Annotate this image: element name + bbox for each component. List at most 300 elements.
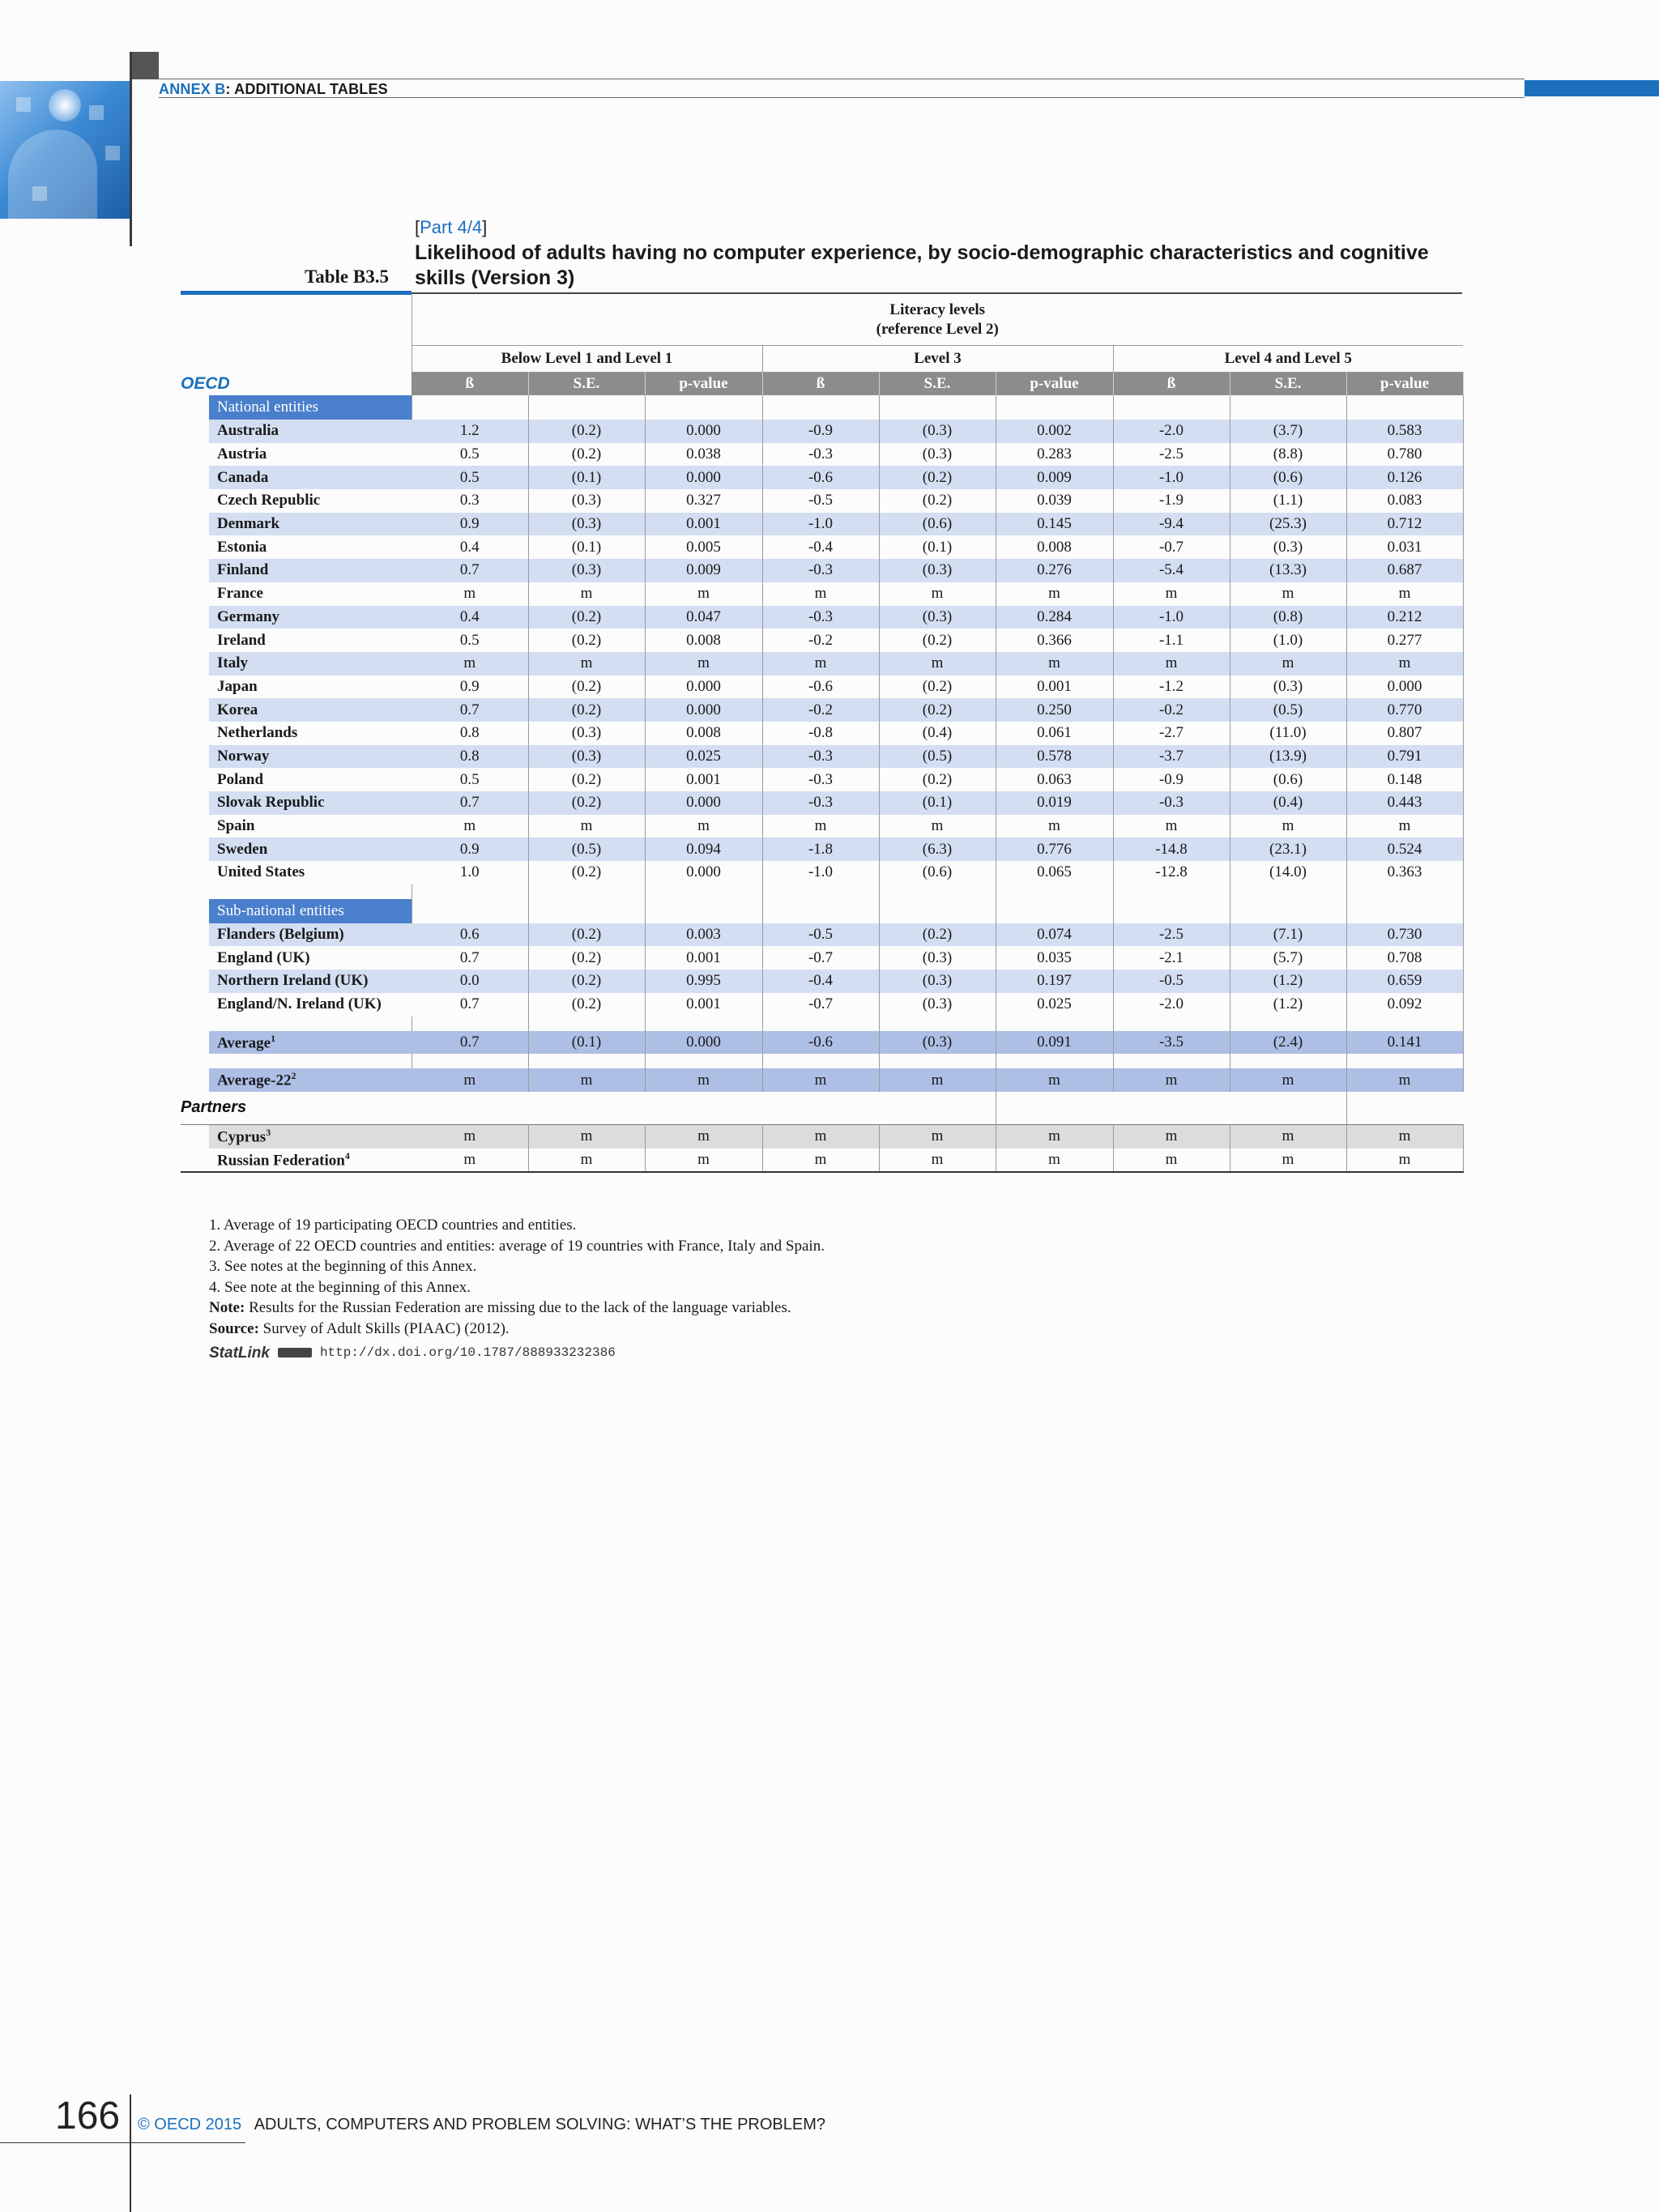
value-cell: 0.7 bbox=[412, 791, 528, 815]
empty-cell bbox=[645, 395, 762, 420]
value-cell: m bbox=[1346, 1124, 1463, 1148]
empty-cell bbox=[996, 899, 1113, 923]
literacy-header-row bbox=[181, 295, 1463, 346]
value-cell: (1.2) bbox=[1230, 970, 1346, 993]
value-cell: 0.148 bbox=[1346, 768, 1463, 791]
value-cell: 0.7 bbox=[412, 1031, 528, 1055]
empty-cell bbox=[1113, 884, 1230, 899]
entity-name: Estonia bbox=[217, 538, 267, 556]
empty-cell bbox=[996, 1092, 1346, 1125]
value-cell: (0.4) bbox=[1230, 791, 1346, 815]
value-cell: -3.7 bbox=[1113, 745, 1230, 769]
empty-cell bbox=[645, 899, 762, 923]
value-cell: (0.2) bbox=[879, 923, 996, 947]
table-row bbox=[181, 837, 1463, 861]
value-cell: 0.9 bbox=[412, 513, 528, 536]
value-cell: 0.001 bbox=[645, 513, 762, 536]
statlink-url[interactable]: http://dx.doi.org/10.1787/888933232386 bbox=[319, 1345, 616, 1360]
value-cell: -9.4 bbox=[1113, 513, 1230, 536]
value-cell: 0.5 bbox=[412, 768, 528, 791]
value-cell: -14.8 bbox=[1113, 837, 1230, 861]
row-label bbox=[181, 676, 412, 699]
column-header: p-value bbox=[645, 373, 762, 396]
table-row bbox=[181, 513, 1463, 536]
table-row bbox=[181, 1068, 1463, 1092]
value-cell: 0.005 bbox=[645, 535, 762, 559]
value-cell: 0.7 bbox=[412, 993, 528, 1016]
value-cell: (0.2) bbox=[879, 768, 996, 791]
value-cell: -0.3 bbox=[762, 443, 879, 467]
value-cell: m bbox=[879, 582, 996, 606]
table-row bbox=[181, 466, 1463, 489]
value-cell: 0.001 bbox=[645, 946, 762, 970]
footnote-ref: 2 bbox=[291, 1070, 296, 1082]
row-label bbox=[181, 993, 412, 1016]
value-cell: 0.687 bbox=[1346, 559, 1463, 582]
value-cell: m bbox=[762, 1149, 879, 1173]
value-cell: 0.031 bbox=[1346, 535, 1463, 559]
value-cell: 0.4 bbox=[412, 606, 528, 629]
value-cell: (0.3) bbox=[879, 606, 996, 629]
value-cell: m bbox=[1113, 1124, 1230, 1148]
value-cell: -0.4 bbox=[762, 535, 879, 559]
entity-name: France bbox=[217, 585, 263, 603]
entity-name: United States bbox=[217, 863, 305, 881]
entity-name: Ireland bbox=[217, 631, 266, 649]
value-cell: (0.2) bbox=[528, 768, 645, 791]
value-cell: m bbox=[996, 582, 1113, 606]
value-cell: (2.4) bbox=[1230, 1031, 1346, 1055]
value-cell: 0.003 bbox=[645, 923, 762, 947]
value-cell: 0.8 bbox=[412, 722, 528, 745]
entity-name: Netherlands bbox=[217, 724, 298, 742]
value-cell: (11.0) bbox=[1230, 722, 1346, 745]
value-cell: 0.039 bbox=[996, 489, 1113, 513]
empty-cell bbox=[996, 395, 1113, 420]
empty-cell bbox=[412, 395, 528, 420]
value-cell: (3.7) bbox=[1230, 420, 1346, 443]
value-cell: 0.008 bbox=[645, 722, 762, 745]
value-cell: m bbox=[1230, 1068, 1346, 1092]
value-cell: -0.3 bbox=[762, 791, 879, 815]
value-cell: (0.5) bbox=[879, 745, 996, 769]
value-cell: 0.000 bbox=[645, 698, 762, 722]
value-cell: (0.6) bbox=[1230, 466, 1346, 489]
value-cell: -1.2 bbox=[1113, 676, 1230, 699]
value-cell: m bbox=[1230, 1149, 1346, 1173]
subnational-entities-header-cell bbox=[181, 899, 412, 923]
entity-name: Spain bbox=[217, 817, 255, 835]
value-cell: 0.327 bbox=[645, 489, 762, 513]
value-cell: (0.3) bbox=[879, 420, 996, 443]
value-cell: m bbox=[528, 582, 645, 606]
value-cell: -0.3 bbox=[762, 559, 879, 582]
value-cell: (1.2) bbox=[1230, 993, 1346, 1016]
value-cell: (0.2) bbox=[879, 489, 996, 513]
value-cell: (1.1) bbox=[1230, 489, 1346, 513]
empty-cell bbox=[996, 1054, 1113, 1068]
value-cell: m bbox=[879, 1124, 996, 1148]
statlink bbox=[209, 1343, 825, 1364]
row-label bbox=[181, 923, 412, 947]
value-cell: -3.5 bbox=[1113, 1031, 1230, 1055]
value-cell: (0.2) bbox=[528, 676, 645, 699]
empty-cell bbox=[412, 884, 528, 899]
value-cell: 0.000 bbox=[1346, 676, 1463, 699]
value-cell: m bbox=[528, 1068, 645, 1092]
value-cell: 0.000 bbox=[645, 676, 762, 699]
footnote-3: 3. See notes at the beginning of this Annex. bbox=[209, 1258, 477, 1276]
empty-cell bbox=[528, 884, 645, 899]
row-label bbox=[181, 629, 412, 652]
empty-cell bbox=[996, 884, 1113, 899]
row-label bbox=[181, 466, 412, 489]
value-cell: 0.524 bbox=[1346, 837, 1463, 861]
row-label bbox=[181, 606, 412, 629]
value-cell: (6.3) bbox=[879, 837, 996, 861]
table-row bbox=[181, 1124, 1463, 1148]
empty-cell bbox=[879, 1016, 996, 1031]
national-entities-header bbox=[181, 395, 1463, 420]
column-header: S.E. bbox=[528, 373, 645, 396]
value-cell: (8.8) bbox=[1230, 443, 1346, 467]
value-cell: 0.000 bbox=[645, 861, 762, 884]
header-vertical-rule bbox=[130, 52, 132, 246]
value-cell: 0.000 bbox=[645, 420, 762, 443]
footnote-1: 1. Average of 19 participating OECD countries and entities. bbox=[209, 1217, 577, 1234]
value-cell: -0.9 bbox=[1113, 768, 1230, 791]
statlink-label: StatLink bbox=[209, 1344, 270, 1362]
statlink-excel-icon bbox=[278, 1348, 312, 1357]
value-cell: (0.8) bbox=[1230, 606, 1346, 629]
empty-cell bbox=[181, 1054, 412, 1068]
literacy-levels-header bbox=[412, 295, 1463, 346]
value-cell: -0.3 bbox=[762, 606, 879, 629]
entity-name: Japan bbox=[217, 677, 258, 695]
value-cell: -12.8 bbox=[1113, 861, 1230, 884]
value-cell: 0.009 bbox=[996, 466, 1113, 489]
table-row bbox=[181, 606, 1463, 629]
value-cell: m bbox=[1346, 1149, 1463, 1173]
value-cell: 0.583 bbox=[1346, 420, 1463, 443]
value-cell: (0.5) bbox=[528, 837, 645, 861]
header-blue-bar bbox=[1525, 80, 1659, 96]
spacer-row bbox=[181, 1054, 1463, 1068]
value-cell: m bbox=[996, 652, 1113, 676]
table-row bbox=[181, 768, 1463, 791]
row-label bbox=[181, 722, 412, 745]
value-cell: 0.035 bbox=[996, 946, 1113, 970]
value-cell: 0.791 bbox=[1346, 745, 1463, 769]
group-header: Level 4 and Level 5 bbox=[1113, 346, 1463, 373]
value-cell: 0.283 bbox=[996, 443, 1113, 467]
entity-name: Cyprus bbox=[217, 1128, 267, 1146]
value-cell: m bbox=[528, 1124, 645, 1148]
value-cell: m bbox=[996, 1149, 1113, 1173]
row-label bbox=[181, 1068, 412, 1092]
entity-name: England/N. Ireland (UK) bbox=[217, 995, 382, 1013]
value-cell: -0.2 bbox=[762, 698, 879, 722]
value-cell: 0.074 bbox=[996, 923, 1113, 947]
value-cell: 0.5 bbox=[412, 443, 528, 467]
value-cell: 0.9 bbox=[412, 837, 528, 861]
row-label bbox=[181, 489, 412, 513]
value-cell: m bbox=[412, 1068, 528, 1092]
value-cell: 0.019 bbox=[996, 791, 1113, 815]
table-row bbox=[181, 489, 1463, 513]
value-cell: m bbox=[762, 652, 879, 676]
value-cell: (25.3) bbox=[1230, 513, 1346, 536]
value-cell: m bbox=[1230, 582, 1346, 606]
entity-name: Average bbox=[217, 1034, 271, 1051]
value-cell: (0.2) bbox=[879, 466, 996, 489]
value-cell: m bbox=[645, 1124, 762, 1148]
annex-title: : ADDITIONAL TABLES bbox=[225, 81, 388, 97]
value-cell: -0.4 bbox=[762, 970, 879, 993]
value-cell: m bbox=[1346, 652, 1463, 676]
empty-cell bbox=[762, 884, 879, 899]
value-cell: 0.001 bbox=[996, 676, 1113, 699]
value-cell: (1.0) bbox=[1230, 629, 1346, 652]
value-cell: -0.6 bbox=[762, 676, 879, 699]
value-cell: -2.5 bbox=[1113, 443, 1230, 467]
value-cell: (0.2) bbox=[528, 923, 645, 947]
value-cell: (14.0) bbox=[1230, 861, 1346, 884]
value-cell: (0.3) bbox=[879, 1031, 996, 1055]
value-cell: 0.3 bbox=[412, 489, 528, 513]
entity-name: Norway bbox=[217, 747, 270, 765]
section-label: Sub-national entities bbox=[209, 899, 412, 923]
value-cell: 0.276 bbox=[996, 559, 1113, 582]
value-cell: m bbox=[1230, 815, 1346, 838]
table-row bbox=[181, 1149, 1463, 1173]
value-cell: m bbox=[412, 652, 528, 676]
value-cell: (0.3) bbox=[879, 993, 996, 1016]
row-label bbox=[181, 420, 412, 443]
value-cell: 0.001 bbox=[645, 993, 762, 1016]
value-cell: (0.1) bbox=[528, 1031, 645, 1055]
partners-header-row bbox=[181, 1092, 1463, 1125]
value-cell: (0.2) bbox=[528, 861, 645, 884]
value-cell: m bbox=[1230, 652, 1346, 676]
header-blank bbox=[181, 295, 412, 346]
value-cell: -1.0 bbox=[1113, 466, 1230, 489]
value-cell: m bbox=[762, 1068, 879, 1092]
value-cell: (0.3) bbox=[879, 970, 996, 993]
empty-cell bbox=[181, 1016, 412, 1031]
empty-cell bbox=[1113, 899, 1230, 923]
oecd-label: OECD bbox=[181, 373, 412, 396]
value-cell: (0.2) bbox=[528, 698, 645, 722]
value-cell: (0.1) bbox=[879, 791, 996, 815]
value-cell: 0.770 bbox=[1346, 698, 1463, 722]
value-cell: (0.6) bbox=[879, 861, 996, 884]
table-notes bbox=[209, 1215, 825, 1363]
value-cell: (0.3) bbox=[1230, 676, 1346, 699]
entity-name: Czech Republic bbox=[217, 492, 321, 509]
table-row bbox=[181, 420, 1463, 443]
running-header bbox=[159, 81, 388, 98]
value-cell: 0.025 bbox=[996, 993, 1113, 1016]
value-cell: (0.2) bbox=[879, 629, 996, 652]
column-header: ß bbox=[762, 373, 879, 396]
value-cell: -0.3 bbox=[762, 768, 879, 791]
empty-cell bbox=[1346, 1092, 1463, 1125]
value-cell: -1.0 bbox=[762, 513, 879, 536]
value-cell: (0.4) bbox=[879, 722, 996, 745]
footer-text bbox=[138, 2116, 825, 2134]
data-table bbox=[181, 295, 1464, 1173]
row-label bbox=[181, 1149, 412, 1173]
value-cell: 0.6 bbox=[412, 923, 528, 947]
row-label bbox=[181, 513, 412, 536]
row-label bbox=[181, 1031, 412, 1055]
value-cell: -0.7 bbox=[762, 993, 879, 1016]
value-cell: 0.366 bbox=[996, 629, 1113, 652]
group-header-row bbox=[181, 346, 1463, 373]
value-cell: m bbox=[1346, 815, 1463, 838]
value-cell: 0.065 bbox=[996, 861, 1113, 884]
value-cell: -0.9 bbox=[762, 420, 879, 443]
empty-cell bbox=[528, 899, 645, 923]
value-cell: 0.578 bbox=[996, 745, 1113, 769]
table-row bbox=[181, 791, 1463, 815]
value-cell: m bbox=[1230, 1124, 1346, 1148]
value-cell: m bbox=[412, 1149, 528, 1173]
footer-vertical-rule bbox=[130, 2095, 131, 2212]
value-cell: (5.7) bbox=[1230, 946, 1346, 970]
table-row bbox=[181, 629, 1463, 652]
value-cell: -2.0 bbox=[1113, 993, 1230, 1016]
empty-cell bbox=[879, 1054, 996, 1068]
value-cell: 0.047 bbox=[645, 606, 762, 629]
empty-cell bbox=[645, 884, 762, 899]
value-cell: m bbox=[1113, 1068, 1230, 1092]
empty-cell bbox=[1346, 1016, 1463, 1031]
national-entities-header-cell bbox=[181, 395, 412, 420]
value-cell: 0.5 bbox=[412, 629, 528, 652]
row-label bbox=[181, 815, 412, 838]
empty-cell bbox=[412, 1054, 528, 1068]
entity-name: Flanders (Belgium) bbox=[217, 926, 344, 944]
entity-name: Canada bbox=[217, 468, 269, 486]
value-cell: m bbox=[996, 1124, 1113, 1148]
value-cell: -0.3 bbox=[762, 745, 879, 769]
value-cell: 0.659 bbox=[1346, 970, 1463, 993]
value-cell: -0.7 bbox=[762, 946, 879, 970]
table-row bbox=[181, 698, 1463, 722]
header-dark-block bbox=[130, 52, 159, 79]
value-cell: (0.3) bbox=[528, 745, 645, 769]
value-cell: 0.092 bbox=[1346, 993, 1463, 1016]
spacer-row bbox=[181, 1016, 1463, 1031]
value-cell: (0.3) bbox=[528, 559, 645, 582]
value-cell: 0.008 bbox=[996, 535, 1113, 559]
value-cell: 0.5 bbox=[412, 466, 528, 489]
value-cell: -0.2 bbox=[1113, 698, 1230, 722]
empty-cell bbox=[879, 899, 996, 923]
empty-cell bbox=[1230, 884, 1346, 899]
value-cell: 0.002 bbox=[996, 420, 1113, 443]
column-header: p-value bbox=[1346, 373, 1463, 396]
empty-cell bbox=[1346, 395, 1463, 420]
footnote-2: 2. Average of 22 OECD countries and entities: average of 19 countries with France, Italy and Spain. bbox=[209, 1237, 825, 1255]
value-cell: -1.0 bbox=[1113, 606, 1230, 629]
empty-cell bbox=[1230, 1016, 1346, 1031]
value-cell: (0.2) bbox=[528, 420, 645, 443]
value-cell: (0.2) bbox=[879, 698, 996, 722]
value-cell: 0.4 bbox=[412, 535, 528, 559]
value-cell: m bbox=[879, 815, 996, 838]
value-cell: 0.038 bbox=[645, 443, 762, 467]
value-cell: 0.000 bbox=[645, 466, 762, 489]
table-row bbox=[181, 443, 1463, 467]
empty-cell bbox=[996, 1016, 1113, 1031]
value-cell: (23.1) bbox=[1230, 837, 1346, 861]
value-cell: 0.277 bbox=[1346, 629, 1463, 652]
footer-copyright: © OECD 2015 bbox=[138, 2116, 242, 2133]
entity-name: Italy bbox=[217, 654, 248, 672]
annex-label: ANNEX B bbox=[159, 81, 226, 97]
footnote-ref: 4 bbox=[344, 1149, 350, 1161]
value-cell: 0.025 bbox=[645, 745, 762, 769]
column-header: S.E. bbox=[879, 373, 996, 396]
value-cell: 0.001 bbox=[645, 768, 762, 791]
empty-cell bbox=[412, 1016, 528, 1031]
value-cell: (13.3) bbox=[1230, 559, 1346, 582]
value-cell: -2.5 bbox=[1113, 923, 1230, 947]
source-line: Source: Survey of Adult Skills (PIAAC) (2012). bbox=[209, 1319, 510, 1337]
entity-name: Northern Ireland (UK) bbox=[217, 972, 369, 990]
value-cell: m bbox=[1113, 1149, 1230, 1173]
value-cell: -0.5 bbox=[762, 489, 879, 513]
value-cell: m bbox=[879, 1149, 996, 1173]
row-label bbox=[181, 768, 412, 791]
subnational-entities-header bbox=[181, 899, 1463, 923]
value-cell: (0.3) bbox=[1230, 535, 1346, 559]
value-cell: (0.2) bbox=[528, 443, 645, 467]
table-row bbox=[181, 970, 1463, 993]
value-cell: (0.2) bbox=[528, 629, 645, 652]
entity-name: Denmark bbox=[217, 515, 280, 533]
value-cell: (0.2) bbox=[879, 676, 996, 699]
value-cell: (13.9) bbox=[1230, 745, 1346, 769]
empty-cell bbox=[879, 884, 996, 899]
table-row bbox=[181, 559, 1463, 582]
value-cell: -0.6 bbox=[762, 1031, 879, 1055]
value-cell: 0.061 bbox=[996, 722, 1113, 745]
value-cell: 1.2 bbox=[412, 420, 528, 443]
row-label bbox=[181, 698, 412, 722]
entity-name: Australia bbox=[217, 422, 279, 440]
spacer-row bbox=[181, 884, 1463, 899]
value-cell: 0.995 bbox=[645, 970, 762, 993]
value-cell: (0.3) bbox=[528, 722, 645, 745]
footer-rule bbox=[0, 2142, 245, 2143]
value-cell: m bbox=[528, 652, 645, 676]
table-number: Table B3.5 bbox=[305, 266, 389, 287]
value-cell: -0.7 bbox=[1113, 535, 1230, 559]
value-cell: m bbox=[528, 815, 645, 838]
value-cell: -0.8 bbox=[762, 722, 879, 745]
value-cell: -0.6 bbox=[762, 466, 879, 489]
table-top-rule bbox=[412, 292, 1462, 294]
value-cell: 0.008 bbox=[645, 629, 762, 652]
value-cell: 0.091 bbox=[996, 1031, 1113, 1055]
value-cell: 0.9 bbox=[412, 676, 528, 699]
value-cell: 0.776 bbox=[996, 837, 1113, 861]
value-cell: 0.284 bbox=[996, 606, 1113, 629]
